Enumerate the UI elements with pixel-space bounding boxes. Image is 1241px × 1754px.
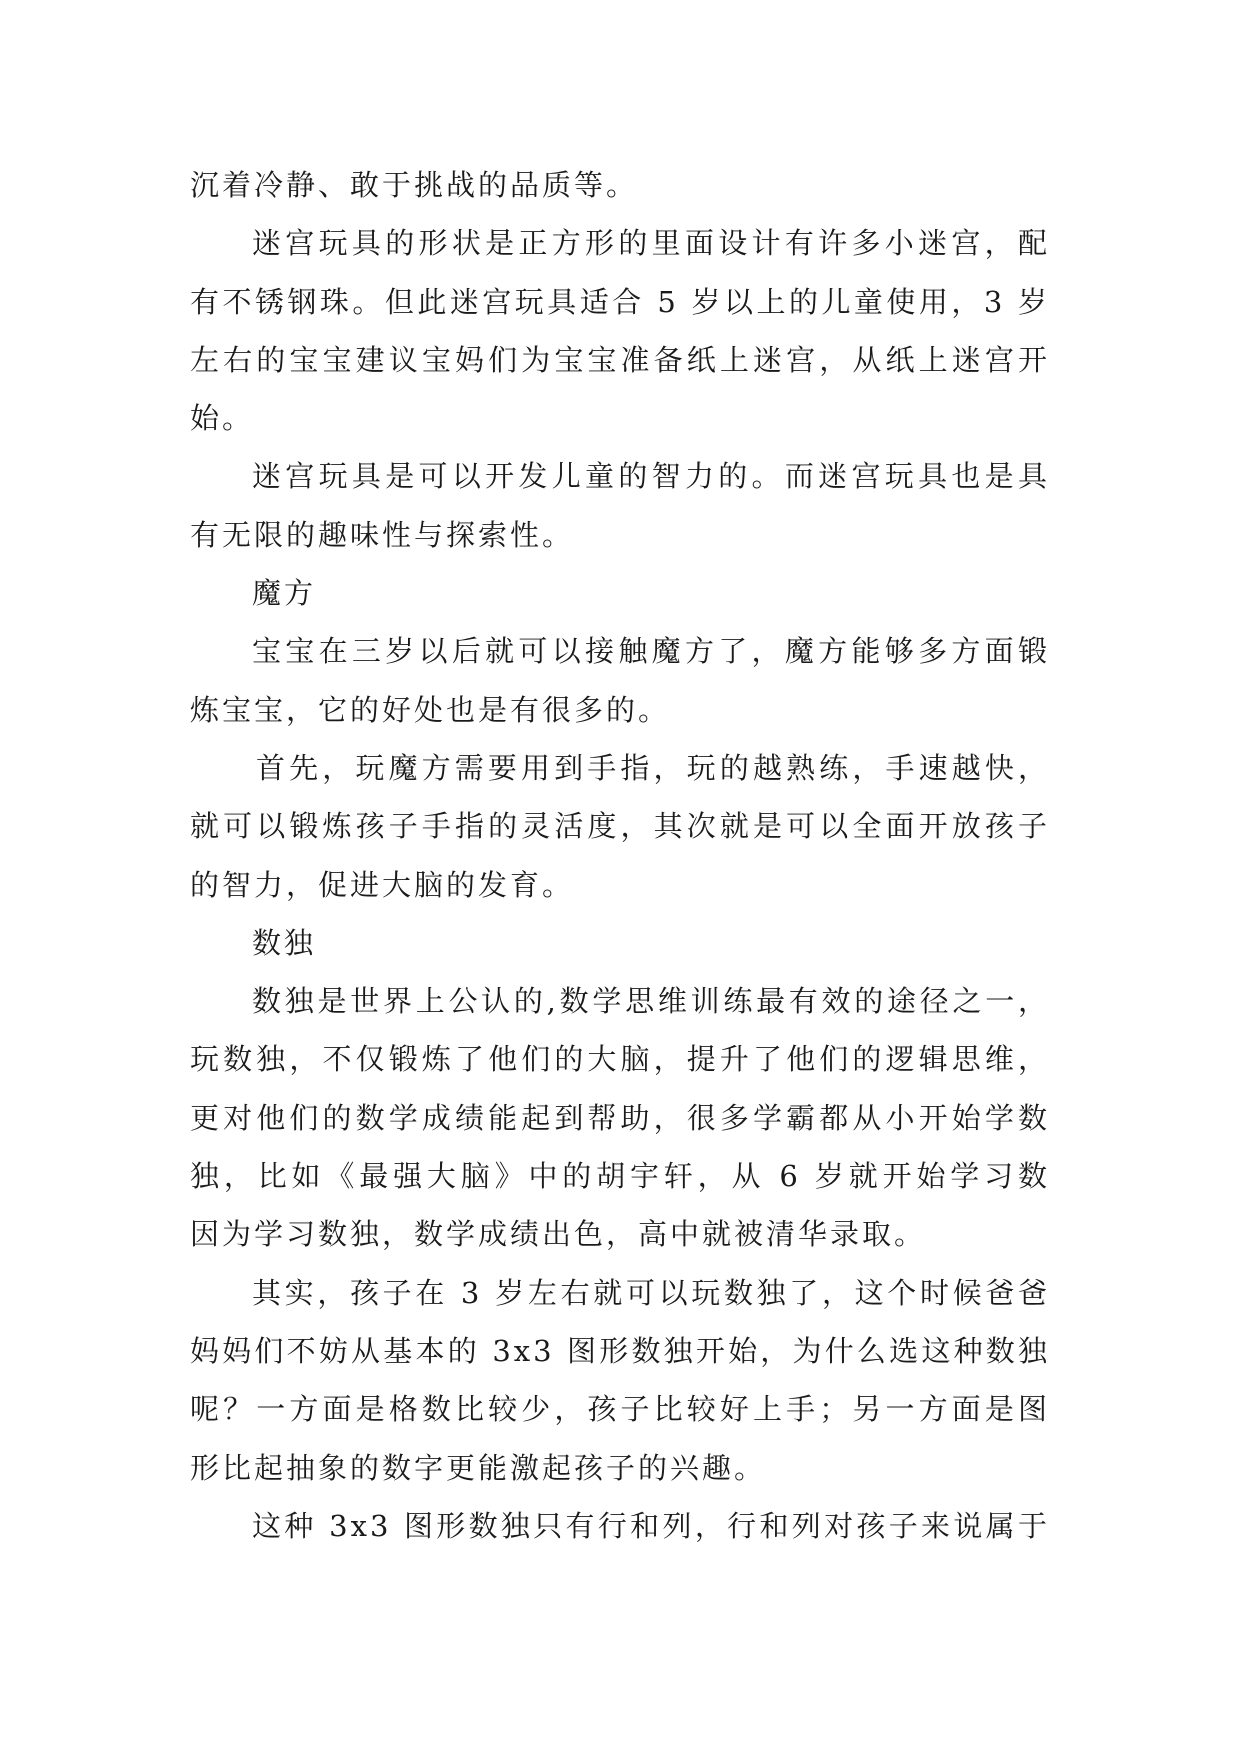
text-line: 左右的宝宝建议宝妈们为宝宝准备纸上迷宫，从纸上迷宫开 (190, 342, 1050, 377)
text-line: 独，比如《最强大脑》中的胡宇轩，从 6 岁就开始学习数 (190, 1159, 1050, 1194)
text-line: 形比起抽象的数字更能激起孩子的兴趣。 (190, 1450, 767, 1485)
paragraph-start-line: 首先，玩魔方需要用到手指，玩的越熟练，手速越快， (256, 750, 1050, 785)
text-line: 就可以锻炼孩子手指的灵活度，其次就是可以全面开放孩子 (190, 809, 1050, 844)
paragraph-start-line: 宝宝在三岁以后就可以接触魔方了，魔方能够多方面锻 (252, 634, 1050, 669)
text-line: 因为学习数独，数学成绩出色，高中就被清华录取。 (190, 1217, 927, 1252)
section-heading-sudoku: 数独 (252, 925, 317, 960)
paragraph-start-line: 这种 3x3 图形数独只有行和列，行和列对孩子来说属于 (252, 1508, 1050, 1543)
body-text (190, 156, 1050, 1555)
text-line: 有不锈钢珠。但此迷宫玩具适合 5 岁以上的儿童使用，3 岁 (190, 284, 1050, 319)
text-line: 始。 (190, 401, 255, 436)
text-line: 妈妈们不妨从基本的 3x3 图形数独开始，为什么选这种数独 (190, 1333, 1050, 1368)
section-heading-rubiks-cube: 魔方 (252, 576, 317, 611)
text-line: 玩数独，不仅锻炼了他们的大脑，提升了他们的逻辑思维， (190, 1042, 1050, 1077)
paragraph-start-line: 迷宫玩具的形状是正方形的里面设计有许多小迷宫，配 (252, 226, 1050, 261)
paragraph-start-line: 迷宫玩具是可以开发儿童的智力的。而迷宫玩具也是具 (252, 459, 1050, 494)
paragraph-start-line: 其实，孩子在 3 岁左右就可以玩数独了，这个时候爸爸 (252, 1275, 1050, 1310)
text-line: 炼宝宝，它的好处也是有很多的。 (190, 692, 671, 727)
text-line: 更对他们的数学成绩能起到帮助，很多学霸都从小开始学数 (190, 1100, 1050, 1135)
text-line: 的智力，促进大脑的发育。 (190, 867, 575, 902)
paragraph-start-line: 数独是世界上公认的,数学思维训练最有效的途径之一， (252, 984, 1050, 1019)
text-line: 呢？一方面是格数比较少，孩子比较好上手；另一方面是图 (190, 1392, 1050, 1427)
text-line: 沉着冷静、敢于挑战的品质等。 (190, 168, 639, 202)
text-line: 有无限的趣味性与探索性。 (190, 517, 575, 552)
